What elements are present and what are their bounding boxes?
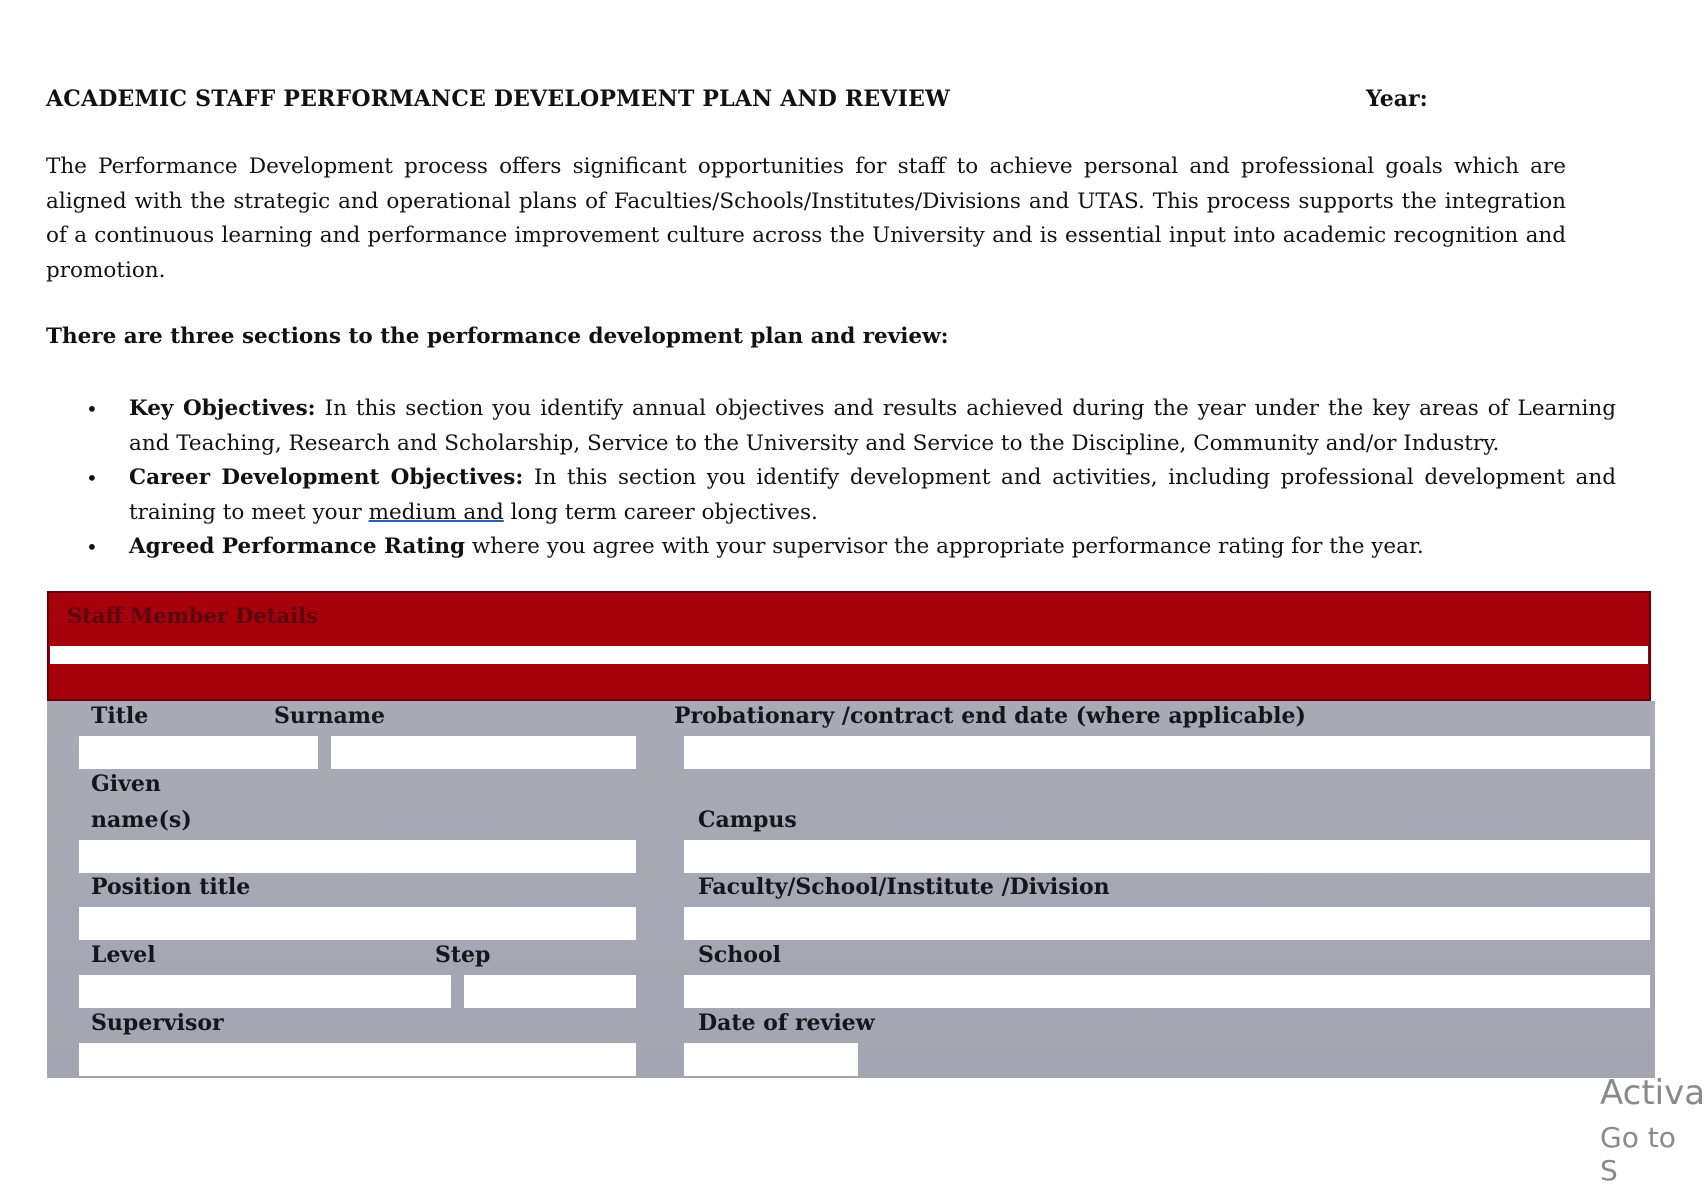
surname-input[interactable] — [331, 736, 636, 769]
supervisor-input[interactable] — [79, 1043, 636, 1076]
activation-watermark: Activa — [1600, 1073, 1705, 1113]
list-item — [86, 392, 1616, 461]
position-title-input[interactable] — [79, 907, 636, 940]
bullet-text: In this section you identify development and activities, including professional development and training to meet your — [129, 465, 1616, 525]
supervisor-field[interactable] — [79, 1043, 636, 1076]
campus-field[interactable] — [684, 840, 1650, 873]
step-field[interactable] — [464, 975, 636, 1008]
given-names-input[interactable] — [79, 840, 636, 873]
date-of-review-field[interactable] — [684, 1043, 858, 1076]
staff-details-title: Staff Member Details — [67, 603, 318, 628]
title-field[interactable] — [79, 736, 318, 769]
school-label: School — [698, 942, 781, 968]
given-names-label-line2: name(s) — [91, 807, 192, 833]
faculty-label: Faculty/School/Institute /Division — [698, 874, 1110, 900]
date-of-review-input[interactable] — [684, 1043, 858, 1076]
bullet-text: where you agree with your supervisor the appropriate performance rating for the year. — [465, 534, 1424, 559]
bullet-icon: • — [86, 397, 98, 421]
surname-field[interactable] — [331, 736, 636, 769]
level-label: Level — [91, 942, 156, 968]
intro-paragraph: The Performance Development process offers significant opportunities for staff to achieve personal and professional goals which are aligned with the strategic and operational plans of Faculties/Schools/Institutes/Divisions and UTAS. This process supports the integration of a continuous learning and performance improvement culture across the University and is essential input into academic recognition and promotion. — [46, 154, 1566, 283]
bullet-text: In this section you identify annual objectives and results achieved during the year under the key areas of Learning and Teaching, Research and Scholarship, Service to the University and Service to the Discipline, Community and/or Industry. — [129, 396, 1616, 456]
faculty-field[interactable] — [684, 907, 1650, 940]
probationary-field[interactable] — [684, 736, 1650, 769]
header-stripe — [50, 646, 1648, 664]
date-of-review-label: Date of review — [698, 1010, 875, 1036]
school-field[interactable] — [684, 975, 1650, 1008]
underlined-text: medium and — [368, 499, 504, 525]
bullet-term: Career Development Objectives: — [129, 465, 524, 490]
title-label: Title — [91, 703, 149, 729]
level-input[interactable] — [79, 975, 451, 1008]
step-label: Step — [435, 942, 491, 968]
staff-details-header — [47, 591, 1651, 701]
activation-watermark-subtext: Go to S — [1600, 1121, 1676, 1187]
school-input[interactable] — [684, 975, 1650, 1008]
faculty-input[interactable] — [684, 907, 1650, 940]
sections-list — [86, 392, 1616, 565]
title-input[interactable] — [79, 736, 318, 769]
level-field[interactable] — [79, 975, 451, 1008]
staff-details-form — [47, 701, 1655, 1078]
probationary-input[interactable] — [684, 736, 1650, 769]
given-names-field[interactable] — [79, 840, 636, 873]
list-item — [86, 461, 1616, 530]
step-input[interactable] — [464, 975, 636, 1008]
bullet-term: Key Objectives: — [129, 396, 316, 421]
position-title-field[interactable] — [79, 907, 636, 940]
surname-label: Surname — [274, 703, 385, 729]
position-title-label: Position title — [91, 874, 251, 900]
sections-heading: There are three sections to the performance development plan and review: — [46, 324, 949, 349]
bullet-term: Agreed Performance Rating — [129, 534, 466, 559]
campus-label: Campus — [698, 807, 797, 833]
given-names-label: Given — [91, 771, 161, 797]
list-item — [86, 530, 1616, 565]
bullet-icon: • — [86, 466, 98, 490]
year-label: Year: — [1366, 86, 1428, 112]
probationary-label: Probationary /contract end date (where applicable) — [674, 703, 1306, 729]
supervisor-label: Supervisor — [91, 1010, 224, 1036]
bullet-icon: • — [86, 535, 98, 559]
document-title: ACADEMIC STAFF PERFORMANCE DEVELOPMENT PLAN AND REVIEW — [46, 86, 951, 112]
bullet-text: long term career objectives. — [503, 499, 818, 525]
campus-input[interactable] — [684, 840, 1650, 873]
